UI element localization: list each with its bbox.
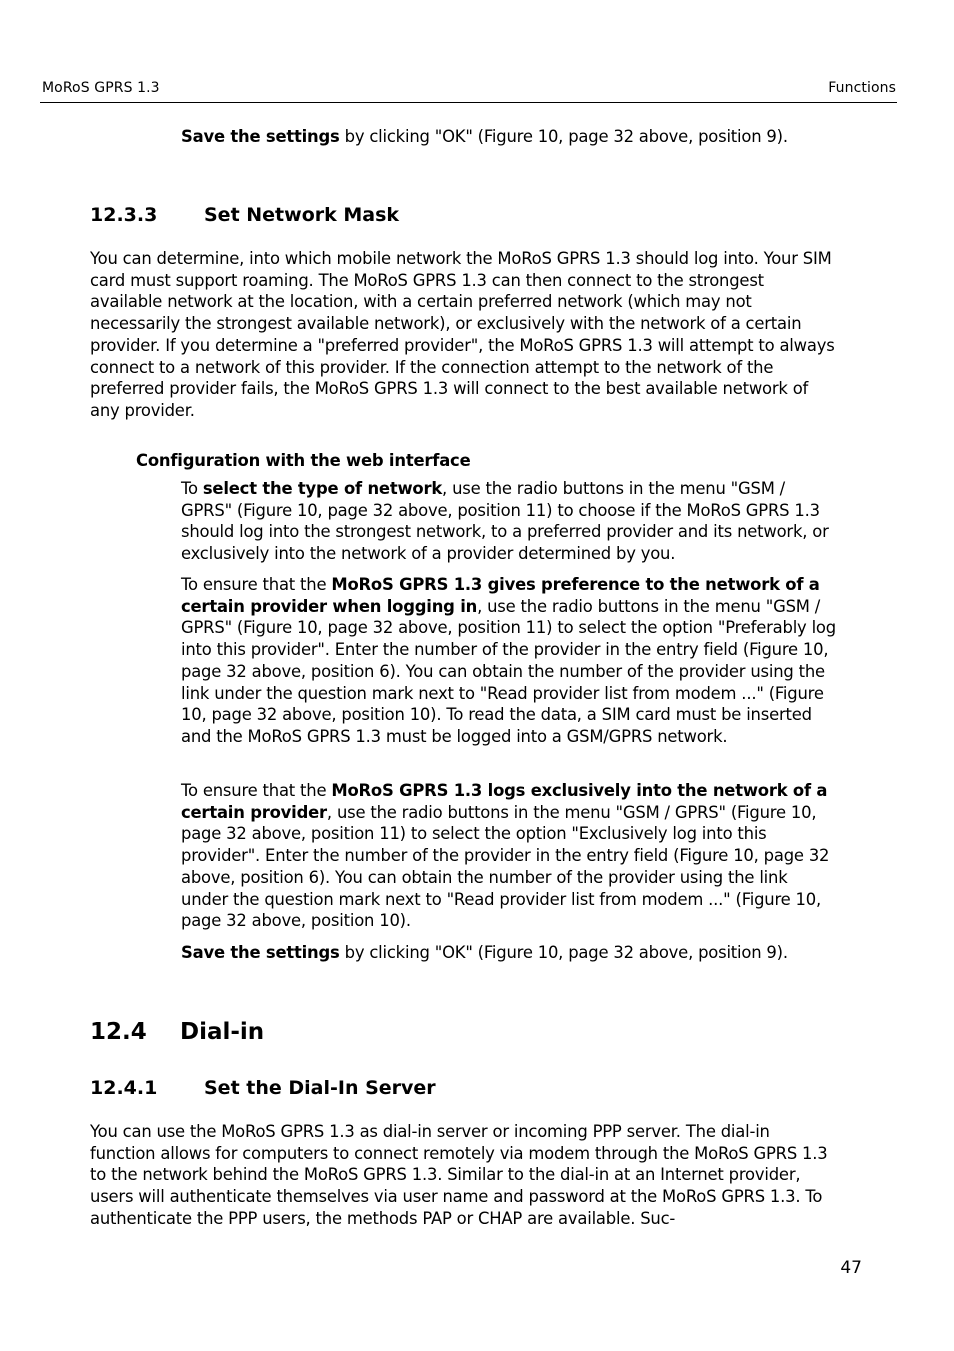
network-mask-paragraph: You can determine, into which mobile network the MoRoS GPRS 1.3 should log into. Your SIM card must support roaming. The MoRoS GPRS 1.3 can then connect to the strongest available network at the location, with a certain preferred network (which may not necessarily the strongest available network), or exclusively with the network of a certain provider. If you determine a "preferred provider", the MoRoS GPRS 1.3 will attempt to always connect to a network of this provider. If the connection attempt to the network of the preferred provider fails, the MoRoS GPRS 1.3 will connect to the best available network of any provider. [90, 249, 835, 420]
bold-run: MoRoS GPRS 1.3 gives preference to the network of a certain provider when logging in [181, 575, 820, 616]
running-header-title: MoRoS GPRS 1.3 [42, 80, 160, 96]
dial-in-paragraph: You can use the MoRoS GPRS 1.3 as dial-in server or incoming PPP server. The dial-in function allows for computers to connect remotely via modem through the MoRoS GPRS 1.3 to the network behind the MoRoS GPRS 1.3. Similar to the dial-in at an Internet provider, users will authenticate themselves via user name and password at the MoRoS GPRS 1.3. To authenticate the PPP users, the methods PAP or CHAP are available. Suc- [90, 1122, 828, 1228]
text-run: , use the radio buttons in the menu "GSM / GPRS" (Figure 10, page 32 above, position 11) to choose if the MoRoS GPRS 1.3 should log into the strongest network, to a preferred provider and its network, or exclusively into the network of a provider determined by you. [181, 479, 829, 564]
bold-run: select the type of network [202, 479, 443, 498]
section-number: 12.4 [90, 1019, 147, 1045]
page-number: 47 [840, 1258, 862, 1278]
text-run: To [181, 479, 203, 498]
section-number: 12.3.3 [90, 204, 158, 226]
config-save-text: by clicking "OK" (Figure 10, page 32 above, position 9). [339, 943, 788, 962]
running-header-chapter: Functions [828, 80, 896, 96]
section-title: Dial-in [180, 1019, 265, 1045]
bold-run: MoRoS GPRS 1.3 logs exclusively into the network of a certain provider [181, 781, 828, 822]
text-run: To ensure that the [181, 575, 332, 594]
config-paragraph-1 [181, 478, 839, 565]
config-save-bold: Save the settings [181, 943, 340, 962]
text-run: , use the radio buttons in the menu "GSM / GPRS" (Figure 10, page 32 above, position 11) to select the option "Exclusively log into this provider". Enter the number of the provider in the entry field (Figure 10, page 32 above, position 6). You can obtain the number of the provider using the link under the question mark next to "Read provider list from modem ..." (Figure 10, page 32 above, position 10). [181, 802, 830, 931]
section-number: 12.4.1 [90, 1077, 158, 1099]
intro-save-bold: Save the settings [181, 127, 340, 146]
config-paragraph-3 [181, 780, 839, 932]
text-run: , use the radio buttons in the menu "GSM / GPRS" (Figure 10, page 32 above, position 11) to select the option "Preferably log into this provider". Enter the number of the provider in the entry field (Figure 10, page 32 above, position 6). You can obtain the number of the provider using the link under the question mark next to "Read provider list from modem ..." (Figure 10, page 32 above, position 10). To read the data, a SIM card must be inserted and the MoRoS GPRS 1.3 must be logged into a GSM/GPRS network. [181, 596, 836, 746]
config-paragraph-2 [181, 574, 839, 748]
config-subheading: Configuration with the web interface [136, 451, 471, 470]
section-title: Set Network Mask [204, 204, 400, 226]
config-save-paragraph [181, 942, 841, 964]
header-rule [40, 102, 897, 103]
section-title: Set the Dial-In Server [204, 1077, 436, 1099]
intro-save-text: by clicking "OK" (Figure 10, page 32 above, position 9). [339, 127, 788, 146]
intro-save-paragraph [181, 126, 841, 148]
text-run: To ensure that the [181, 781, 332, 800]
